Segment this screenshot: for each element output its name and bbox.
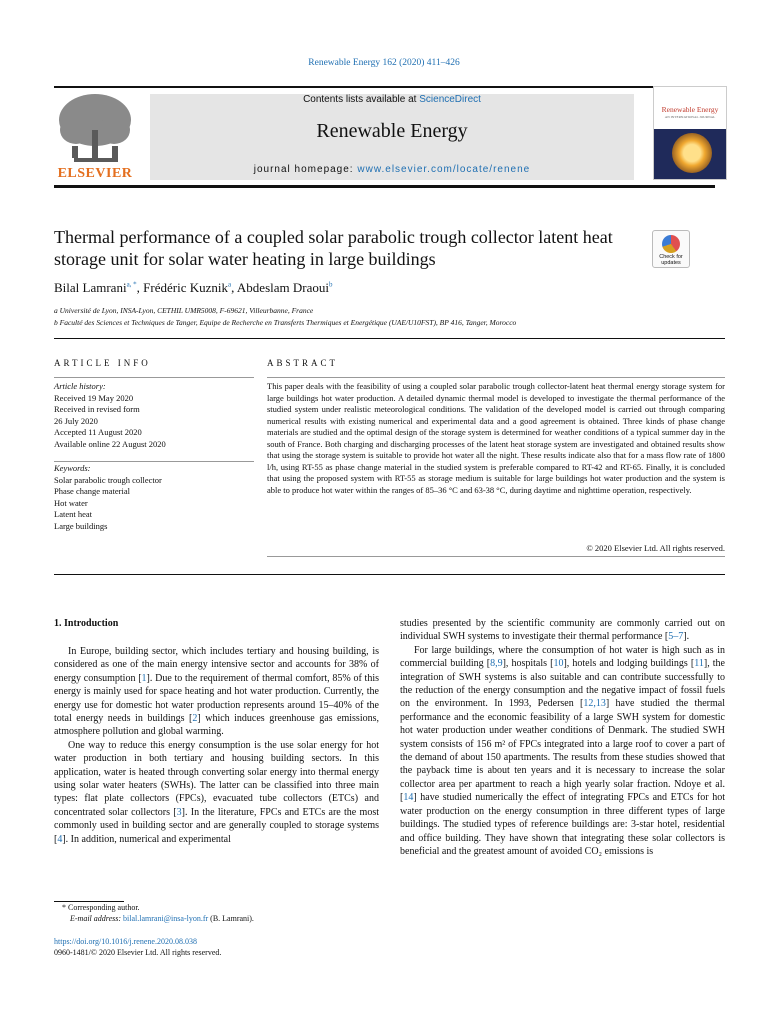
author-name[interactable]: Abdeslam Draoui [236,280,329,295]
abstract-rule-bottom [267,556,725,557]
publisher-name[interactable]: ELSEVIER [57,166,133,181]
keywords [54,463,254,532]
author-list: Bilal Lamrani$^{a, *}$, Frédéric Kuznik$^a$, Abdeslam Draoui$^b$ [54,280,333,295]
author-name[interactable]: Bilal Lamrani [54,280,127,295]
affiliation-a: a Université de Lyon, INSA-Lyon, CETHIL UMR5008, F-69621, Villeurbanne, France [54,306,314,315]
email-suffix: (B. Lamrani). [208,914,254,923]
citation-link[interactable]: 14 [403,792,414,804]
footnote-rule [54,901,124,902]
citation-link[interactable]: 2 [192,713,198,725]
history-item: Received 19 May 2020 [54,392,134,403]
check-for-updates-badge[interactable] [652,230,690,268]
journal-title: Renewable Energy [316,120,468,142]
author-affiliation-mark[interactable]: b [328,280,333,289]
abstract-heading: ABSTRACT [267,358,339,368]
paragraph: studies presented by the scientific community are commonly carried out on individual SWH systems to investigate their thermal performance [5–7]. [400,618,725,643]
citation-link[interactable]: 8,9 [490,658,503,670]
article-info-heading: ARTICLE INFO [54,358,151,368]
sciencedirect-link[interactable]: ScienceDirect [419,94,481,105]
doi-link[interactable]: https://doi.org/10.1016/j.renene.2020.08.038 [54,937,197,946]
keyword: Hot water [54,497,88,508]
check-updates-label: Check for updates [659,254,683,266]
history-item: Accepted 11 August 2020 [54,427,142,437]
history-label: Article history: [54,381,106,391]
journal-citation[interactable]: Renewable Energy 162 (2020) 411–426 [308,58,460,68]
article-info-rule [54,461,254,462]
cover-sun-image [672,133,712,173]
contents-prefix: Contents lists available at [303,94,420,105]
keywords-label: Keywords: [54,463,91,473]
citation-link[interactable]: 12,13 [583,698,606,710]
article-title: Thermal performance of a coupled solar parabolic trough collector latent heat storage unit for solar water heating in large buildings [54,227,613,269]
abstract-rule [267,377,725,378]
footnote-email [70,914,254,923]
journal-homepage [150,164,634,175]
citation-link[interactable]: 5–7 [668,631,684,643]
header-rule-top [54,86,715,88]
homepage-prefix: journal homepage: [253,164,358,175]
history-item: Received in revised form [54,404,140,414]
history-item: 26 July 2020 [54,415,98,426]
section-heading: 1. Introduction [54,618,119,629]
keyword: Phase change material [54,486,130,496]
paragraph: For large buildings, where the consumption of hot water is high such as in commercial building [8,9], hospitals [10], hotels and lodging buildings [11], the integration of SWH systems is also suitable and can contribute successfully to the reduction of the energy consumption and the negative impact of fossil fuels on the environment. In 1993, Pedersen [12,13] have studied the thermal performance and the economic feasibility of a large SWH system for domestic hot water production under weather conditions of Denmark. The studied SWH system consists of 156 m² of FPCs integrated into a large roof to cover a part of the demand of about 150 apartments. The results from these studies showed that the payback time is about ten years and it is necessary to increase the solar collector area per apartment to reach a high yearly solar fraction. Ndoye et al. [14] have studied numerically the effect of integrating FPCs and ETCs for hot water production on the energy consumption in three different types of large buildings. The studied types of reference buildings are: 3-star hotel, residential and office building. They have shown that integrating these solar collectors is beneficial and the greatest amount of avoided CO₂ emissions is [400,644,725,857]
keyword: Large buildings [54,520,108,531]
affiliation-b: b Faculté des Sciences et Techniques de Tanger, Equipe de Recherche en Transferts Thermiques et Energétique (UAE/U10FST), BP 416, Tanger, Morocco [54,318,517,327]
homepage-link[interactable]: www.elsevier.com/locate/renene [357,164,531,175]
header-rule-bottom [54,185,715,188]
article-info-rule [54,377,254,378]
check-updates-icon [662,235,680,253]
email-link[interactable]: bilal.lamrani@insa-lyon.fr [123,914,209,923]
email-label: E-mail address: [70,914,124,923]
citation-link[interactable]: 11 [694,658,704,670]
author-name[interactable]: Frédéric Kuznik [143,280,229,295]
citation-link[interactable]: 10 [553,658,564,670]
author-affiliation-mark[interactable]: a, * [126,280,137,289]
issn-copyright: 0960-1481/© 2020 Elsevier Ltd. All rights reserved. [54,948,222,957]
citation-link[interactable]: 1 [141,672,147,684]
abstract-copyright: © 2020 Elsevier Ltd. All rights reserved. [586,543,725,553]
citation-link[interactable]: 4 [57,833,63,845]
cover-title: Renewable Energy [661,105,719,114]
abstract-text: This paper deals with the feasibility of using a coupled solar parabolic trough collector-latent heat thermal energy storage system for large buildings hot water production. A detailed dynamic thermal model is developed to investigate the thermal performance of the studied system under realistic meteorological conditions. The validation of the developed model is carried out through comparing numerical results with existing numerical and experimental data and a good agreement is obtained. Three kinds of phase change materials are studied and the optimal design of the storage system is determined for weather conditions of a typical summer day in the south of France. Both charging and discharging processes of the latent heat storage system are investigated and obtained results show that using the storage system is suitable to provide hot water all the night. These results indicate also that for a mass flow rate of 1800 l/h, using RT-55 as phase change material in the studied system is preferable compared to RT-42 and RT-65. Finally, it is concluded that using the proposed system with RT-55 as storage medium is suitable for large buildings hot water production and the system is able to produce hot water within the ranges of 85–36 °C and 63-38 °C, during daytime and nighttime operation, respectively. [267,381,725,495]
keyword: Latent heat [54,509,92,519]
journal-cover[interactable] [653,86,727,180]
paragraph: One way to reduce this energy consumption is the use solar energy for hot water production in both tertiary and housing building sectors. In this application, water is heated through converting solar energy into thermal energy using solar water heaters (SWHs). The latter can be classified into three main types: flat plate collectors (FPCs), evacuated tube collectors (ETCs) and concentrated solar collectors [3]. In the literature, FPCs and ETCs are the most commonly used in building sector and are generally coupled to storage systems [4]. In addition, numerical and experimental [54,739,379,845]
section-divider [54,574,725,575]
citation-link[interactable]: 3 [176,806,182,818]
body-column-left [54,645,379,846]
history-item: Available online 22 August 2020 [54,438,166,449]
cover-subtitle: AN INTERNATIONAL JOURNAL [664,115,716,119]
footnote-corresponding: * Corresponding author. [62,903,140,912]
keyword: Solar parabolic trough collector [54,474,162,485]
author-affiliation-mark[interactable]: a [228,280,232,289]
body-column-right [400,617,725,858]
paragraph: In Europe, building sector, which includes tertiary and housing building, is considered as one of the main energy intensive sector and accounts for 38% of energy consumption [1]. Due to the requirement of thermal comfort, 85% of this energy is mainly used for space heating and hot water production. Currently, the energy use for domestic hot water production represents around 15–40% of the total energy needs in buildings [2] which induces greenhouse gas emissions, atmosphere pollution and global warming. [54,646,379,738]
contents-line [150,94,634,105]
section-divider [54,338,725,339]
article-history [54,381,254,450]
